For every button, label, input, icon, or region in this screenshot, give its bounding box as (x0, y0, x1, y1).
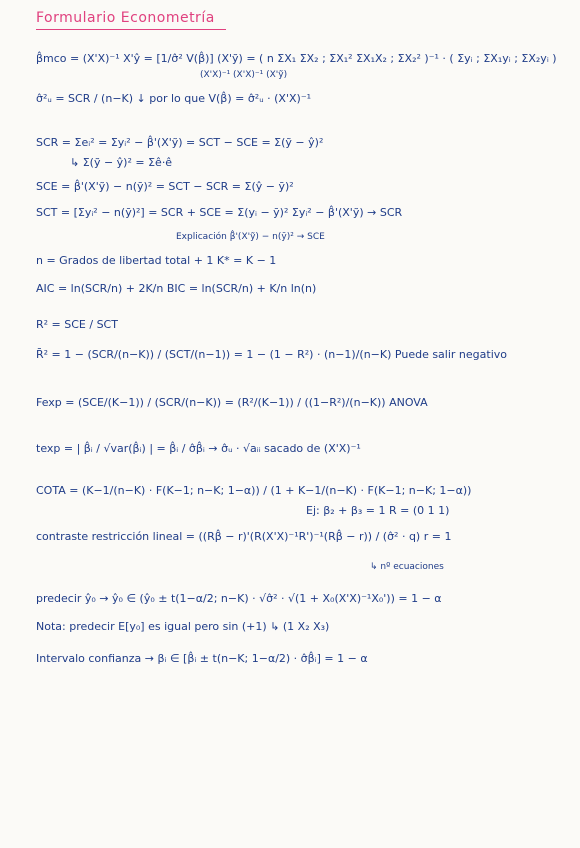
formula-fexp: Fexp = (SCE/(K−1)) / (SCR/(n−K)) = (R²/(K−1)) / ((1−R²)/(n−K)) ANOVA (36, 396, 428, 409)
formula-predecir: predecir ŷ₀ → ŷ₀ ∈ (ŷ₀ ± t(1−α/2; n−K) · √σ̂² · √(1 + X₀(X'X)⁻¹X₀')) = 1 − α (36, 592, 442, 605)
formula-r2: R² = SCE / SCT (36, 318, 118, 331)
formula-intervalo: Intervalo confianza → βᵢ ∈ [β̂ᵢ ± t(n−K; 1−α/2) · σ̂β̂ᵢ] = 1 − α (36, 652, 368, 665)
formula-contraste: contraste restricción lineal = ((Rβ̂ − r)'(R(X'X)⁻¹R')⁻¹(Rβ̂ − r)) / (σ̂² · q) r = 1 (36, 530, 452, 543)
formula-aic-bic: AIC = ln(SCR/n) + 2K/n BIC = ln(SCR/n) + K/n ln(n) (36, 282, 317, 295)
formula-contraste-note: ↳ nº ecuaciones (370, 562, 444, 572)
page-title: Formulario Econometría (36, 10, 215, 26)
formula-bmco-labels: (X'X)⁻¹ (X'X)⁻¹ (X'ỹ) (200, 70, 288, 80)
formula-scr: SCR = Σeᵢ² = Σyᵢ² − β̂'(X'ỹ) = SCT − SCE = Σ(ỹ − ŷ)² (36, 136, 324, 149)
formula-texp: texp = | β̂ᵢ / √var(β̂ᵢ) | = β̂ᵢ / σ̂β̂ᵢ → σ̂ᵤ · √aᵢᵢ sacado de (X'X)⁻¹ (36, 442, 361, 455)
formula-sigma-u: σ̂²ᵤ = SCR / (n−K) ↓ por lo que V(β̂) = σ̂²ᵤ · (X'X)⁻¹ (36, 92, 312, 105)
title-underline (36, 29, 226, 30)
formula-sct: SCT = [Σyᵢ² − n(ȳ)²] = SCR + SCE = Σ(yᵢ − ȳ)² Σyᵢ² − β̂'(X'ỹ) → SCR (36, 206, 403, 219)
formula-r2-adj: R̄² = 1 − (SCR/(n−K)) / (SCT/(n−1)) = 1 − (1 − R²) · (n−1)/(n−K) Puede salir negativo (36, 348, 508, 361)
formula-sct-explicacion: Explicación β̂'(X'ỹ) − n(ȳ)² → SCE (176, 232, 325, 242)
formula-sce: SCE = β̂'(X'ỹ) − n(ȳ)² = SCT − SCR = Σ(ŷ − ȳ)² (36, 180, 294, 193)
formula-scr-note: ↳ Σ(ỹ − ŷ)² = Σê·ê (70, 156, 173, 169)
formula-grados-libertad: n = Grados de libertad total + 1 K* = K − 1 (36, 254, 277, 267)
formula-nota: Nota: predecir E[y₀] es igual pero sin (+1) ↳ (1 X₂ X₃) (36, 620, 330, 633)
formula-example: Ej: β₂ + β₃ = 1 R = (0 1 1) (306, 504, 450, 517)
formula-bmco: β̂mco = (X'X)⁻¹ X'ŷ = [1/σ̂² V(β̂)] (X'ỹ) = ( n ΣX₁ ΣX₂ ; ΣX₁² ΣX₁X₂ ; ΣX₂² )⁻¹ · ( Σyᵢ ; ΣX₁yᵢ ; ΣX₂yᵢ ) (36, 52, 557, 65)
formula-cota: COTA = (K−1/(n−K) · F(K−1; n−K; 1−α)) / (1 + K−1/(n−K) · F(K−1; n−K; 1−α)) (36, 484, 472, 497)
